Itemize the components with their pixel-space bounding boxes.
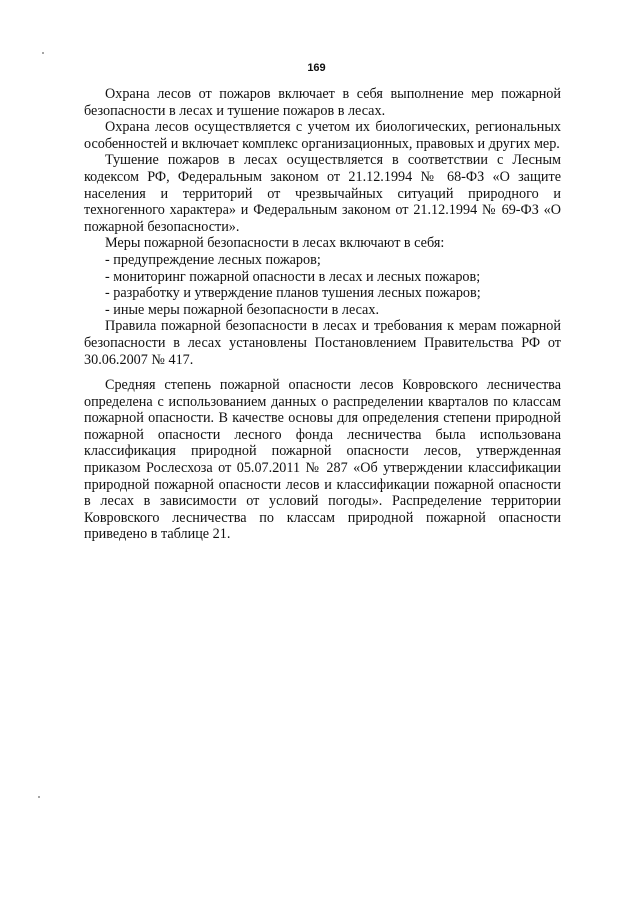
scan-speck	[38, 796, 40, 798]
paragraph-protection-measures: Охрана лесов осуществляется с учетом их биологических, региональных особенностей и включает комплекс организационных, правовых и других мер.	[84, 119, 561, 152]
paragraph-measures-intro: Меры пожарной безопасности в лесах включают в себя:	[105, 235, 445, 252]
page-number: 169	[307, 62, 326, 74]
scan-speck	[42, 52, 44, 54]
paragraph-fire-danger-degree: Средняя степень пожарной опасности лесов Ковровского лесничества определена с использованием данных о распределении кварталов по классам пожарной опасности. В качестве основы для определения степени природной пожарной опасности лесного фонда лесничества была использована классификация природной пожарной опасности лесов, утвержденная приказом Рослесхоза от 05.07.2011 № 287 «Об утверждении классификации природной пожарной опасности лесов и классификации пожарной опасности в лесах в зависимости от условий погоды». Распределение территории Ковровского лесничества по классам природной пожарной опасности приведено в таблице 21.	[84, 377, 561, 543]
list-item-monitoring: - мониторинг пожарной опасности в лесах и лесных пожаров;	[105, 268, 481, 285]
body-text	[84, 86, 561, 543]
list-item-prevention: - предупреждение лесных пожаров;	[105, 251, 321, 268]
list-item-plans: - разработку и утверждение планов тушения лесных пожаров;	[105, 285, 481, 302]
paragraph-fire-protection: Охрана лесов от пожаров включает в себя выполнение мер пожарной безопасности в лесах и тушение пожаров в лесах.	[84, 86, 561, 119]
paragraph-fire-rules: Правила пожарной безопасности в лесах и требования к мерам пожарной безопасности в лесах установлены Постановлением Правительства РФ от 30.06.2007 № 417.	[84, 318, 561, 368]
paragraph-fire-fighting-law: Тушение пожаров в лесах осуществляется в соответствии с Лесным кодексом РФ, Федеральным законом от 21.12.1994 № 68-ФЗ «О защите населения и территорий от чрезвычайных ситуаций природного и техногенного характера» и Федеральным законом от 21.12.1994 № 69-ФЗ «О пожарной безопасности».	[84, 152, 561, 235]
list-item-other: - иные меры пожарной безопасности в лесах.	[105, 301, 379, 318]
